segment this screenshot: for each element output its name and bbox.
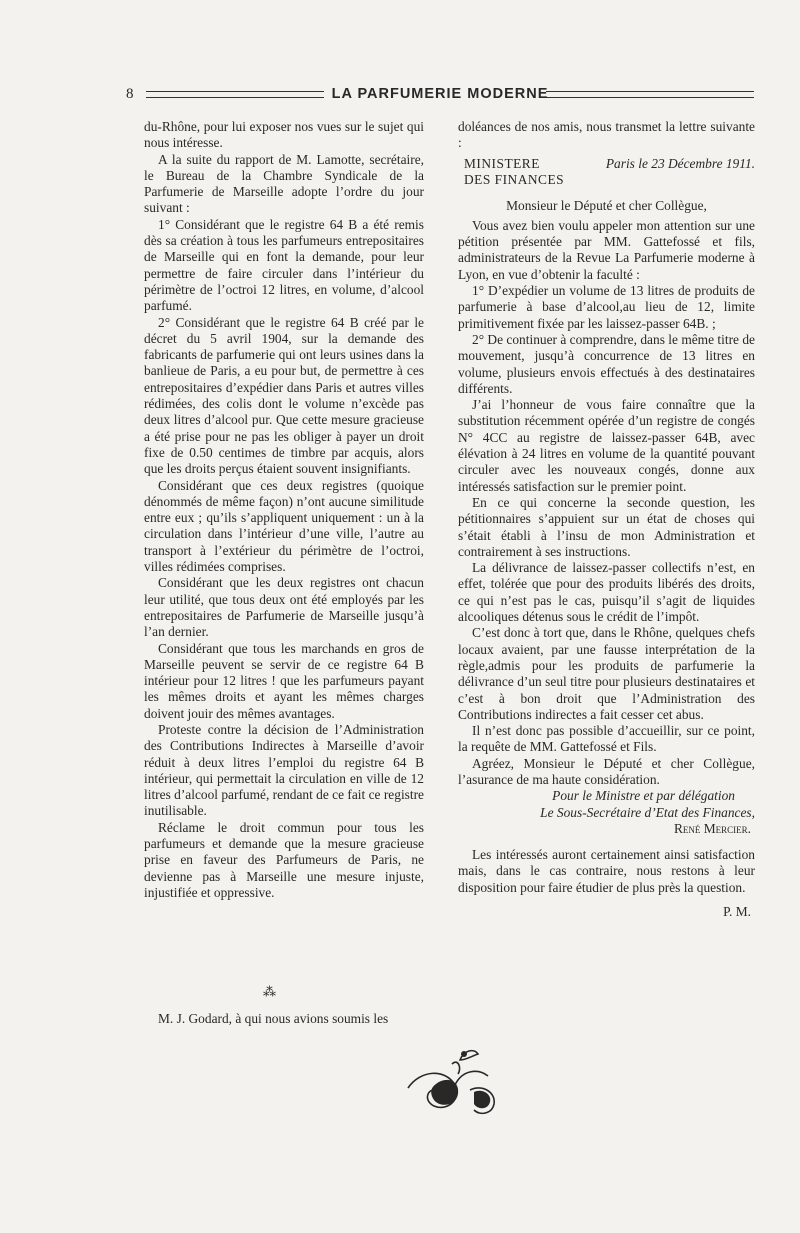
floral-ornament-icon — [400, 1040, 500, 1120]
letter-paragraph: Il n’est donc pas possible d’accueillir, sur ce point, la requête de MM. Gattefossé et Fils. — [458, 723, 755, 755]
page-number: 8 — [126, 86, 134, 102]
paragraph: du-Rhône, pour lui exposer nos vues sur le sujet qui nous intéresse. — [144, 119, 424, 151]
ministry-line: DES FINANCES — [464, 171, 565, 187]
letter-paragraph: En ce qui concerne la seconde question, les pétitionnaires s’appuient sur un état de choses qui s’était établi à l’insu de mon Administration et contrairement à ses instructions. — [458, 494, 755, 559]
letter-paragraph: J’ai l’honneur de vous faire connaître que la substitution récemment opérée d’un registre de congés N° 4CC au registre de laissez-passer 64B, avec élévation à 24 litres en volume de la quantité pouvant circuler avec les nouveaux congés, donne aux intéressés satisfaction sur le premier point. — [458, 397, 755, 494]
letter-date: Paris le 23 Décembre 1911. — [605, 155, 755, 171]
paragraph: Proteste contre la décision de l’Administration des Contributions Indirectes à Marseille d’avoir réduit à deux litres l’emploi du registre 64 B intérieur, qui permettait la circulation en ville de 12 litres d’alcool parfumé, rendant de ce fait ce registre inutilisable. — [144, 721, 424, 819]
left-column-tail: M. J. Godard, à qui nous avions soumis les — [158, 1011, 389, 1026]
letter-paragraph: Agréez, Monsieur le Député et cher Collègue, l’asurance de ma haute considération. — [458, 755, 755, 787]
author-initials: P. M. — [723, 904, 751, 920]
paragraph: Réclame le droit commun pour tous les parfumeurs et demande que la mesure gracieuse prise en faveur des Parfumeurs de Paris, ne devienne pas à Marseille une mesure injuste, injustifiée et oppressive. — [144, 819, 424, 900]
closing-paragraph: Les intéressés auront certainement ainsi satisfaction mais, dans le cas contraire, nous restons à leur disposition pour faire étudier de plus près la question. — [458, 847, 755, 895]
salutation: Monsieur le Député et cher Collègue, — [506, 197, 707, 213]
signature-line: Le Sous-Secrétaire d’Etat des Finances, — [540, 804, 755, 820]
signature-line: Pour le Ministre et par délégation — [552, 788, 735, 804]
paragraph: 2° Considérant que le registre 64 B créé par le décret du 5 avril 1904, sur la demande des fabricants de parfumerie qui ont leurs usines dans la banlieue de Paris, a eu pour but, de permettre à ces entrepositaires d’expédier dans Paris et autres villes rédimées, des colis dont le volume n’excède pas deux litres d’alcool pur. Que cette mesure gracieuse a été prise pour ne pas les obliger à payer un droit fixe de 0.50 centimes de timbre par acquis, alors que les droits perçus étaient souvent insignifiants. — [144, 314, 424, 477]
header-rule-left — [146, 91, 324, 98]
paragraph: 1° Considérant que le registre 64 B a été remis dès sa création à tous les parfumeurs entrepositaires de Marseille qui en font la demande, pour leur permettre de faire circuler dans l’intérieur du périmètre de l’octroi 12 litres, en volume, d’alcool parfumé. — [144, 216, 424, 314]
header-rule-right — [546, 91, 754, 98]
letter-paragraph: 2° De continuer à comprendre, dans le même titre de mouvement, jusqu’à concurrence de 13 litres en volume, plusieurs envois effectués à des destinataires différents. — [458, 331, 755, 396]
paragraph: doléances de nos amis, nous transmet la lettre suivante : — [458, 119, 755, 151]
left-column — [144, 119, 424, 901]
letter-paragraph: La délivrance de laissez-passer collectifs n’est, en effet, tolérée que pour des produits libérés des droits, ce qui n’est pas le cas, puisqu’il s’agit de liquides alcooliques détenus sous le crédit de l’impôt. — [458, 560, 755, 625]
signer-name: René Mercier. — [673, 820, 751, 836]
letter-paragraph: Vous avez bien voulu appeler mon attention sur une pétition présentée par MM. Gattefossé et fils, administrateurs de la Revue La Parfumerie moderne à Lyon, en vue d’obtenir la faculté : — [458, 217, 755, 282]
paragraph: Considérant que tous les marchands en gros de Marseille peuvent se servir de ce registre 64 B intérieur pour 12 litres ! que les parfumeurs payant les mêmes droits et ayant les mêmes charges doivent jouir des mêmes avantages. — [144, 640, 424, 721]
paragraph: A la suite du rapport de M. Lamotte, secrétaire, le Bureau de la Chambre Syndicale de la Parfumerie de Marseille adopte l’ordre du jour suivant : — [144, 151, 424, 216]
ministry-line: MINISTERE — [464, 155, 540, 171]
right-column — [458, 119, 755, 920]
paragraph: Considérant que les deux registres ont chacun leur utilité, que tous deux ont été employés par les entrepositaires de Parfumerie de Marseille jusqu’à l’an dernier. — [144, 575, 424, 640]
letter-heading — [458, 156, 755, 192]
letter-paragraph: C’est donc à tort que, dans le Rhône, quelques chefs locaux avaient, par une fausse interprétation de la règle,admis pour les produits de parfumerie la délivrance d’un seul titre pour plusieurs destinataires et c’est à bon droit que l’Administration des Contributions indirectes a fait cesser cet abus. — [458, 625, 755, 722]
paragraph: Considérant que ces deux registres (quoique dénommés de même façon) n’ont aucune similitude entre eux ; qu’ils s’appliquent uniquement : un à la circulation dans l’intérieur d’une ville, l’autre au transport à l’extérieur du périmètre de l’octroi, villes rédimées comprises. — [144, 477, 424, 575]
ministry-name — [464, 156, 564, 188]
letter-paragraph: 1° D’expédier un volume de 13 litres de produits de parfumerie à base d’alcool,au lieu de 12, limite primitivement fixée par les laissez-passer 64B. ; — [458, 283, 755, 331]
running-head — [126, 84, 754, 104]
journal-title: LA PARFUMERIE MODERNE — [331, 86, 549, 102]
asterism-separator: ⁂ — [263, 984, 275, 999]
